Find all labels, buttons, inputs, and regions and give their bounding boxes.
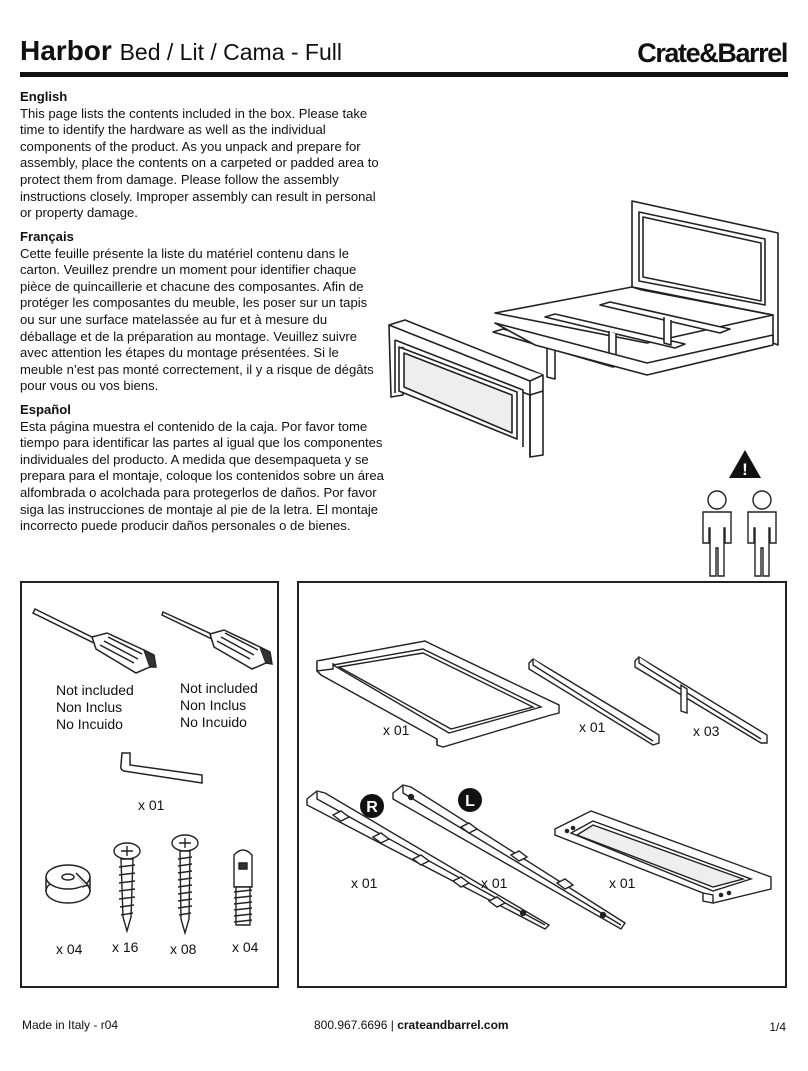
assembled-bed-illustration xyxy=(385,195,785,460)
tool-2-label xyxy=(180,680,258,731)
long-screw-qty: x 16 xyxy=(112,939,139,955)
spanish-section xyxy=(20,402,385,535)
long-screw-icon xyxy=(110,839,144,934)
flathead-screwdriver-icon xyxy=(162,607,292,667)
tool-2-line3: No Incuido xyxy=(180,714,247,730)
dowel-qty: x 04 xyxy=(232,939,259,955)
parts-box xyxy=(297,581,787,988)
tool-1-line1: Not included xyxy=(56,682,134,698)
phone-number: 800.967.6696 | xyxy=(314,1018,398,1032)
slat-qty: x 03 xyxy=(693,723,720,739)
header-rule xyxy=(20,72,788,77)
tool-2-line2: Non Inclus xyxy=(180,697,247,713)
product-subtitle: Bed / Lit / Cama - Full xyxy=(119,39,342,65)
dowel-bolt-icon xyxy=(228,847,258,932)
headboard-qty: x 01 xyxy=(609,875,636,891)
french-body: Cette feuille présente la liste du matériel contenu dans le carton. Veuillez prendre un moment pour identifier chaque pièce de quincaillerie et chacune des composantes. Afin de protéger les composantes du meuble, les poser sur un tapis ou sur une surface matelassée au fur et à mesure du déballage et de la préparation au montage. Veuillez suivre avec attention les étapes du montage présentées. Si le meuble n’est pas monté correctement, il y a risque de dégâts pour vous ou vos biens. xyxy=(20,245,374,394)
cam-lock-icon xyxy=(44,863,94,908)
left-rail-qty: x 01 xyxy=(481,875,508,891)
right-rail-qty: x 01 xyxy=(351,875,378,891)
english-section xyxy=(20,89,385,222)
website-link[interactable]: crateandbarrel.com xyxy=(397,1018,509,1032)
spanish-heading: Español xyxy=(20,402,71,417)
right-marker-badge xyxy=(359,793,385,819)
product-name: Harbor xyxy=(20,35,112,66)
french-section xyxy=(20,229,385,395)
page-title xyxy=(20,34,342,69)
warning-symbol: ! xyxy=(742,460,748,479)
page-number: 1/4 xyxy=(769,1020,786,1034)
footboard-qty: x 01 xyxy=(383,722,410,738)
center-rail-qty: x 01 xyxy=(579,719,606,735)
made-in-label: Made in Italy - r04 xyxy=(22,1018,119,1032)
hardware-box xyxy=(20,581,279,988)
french-heading: Français xyxy=(20,229,74,244)
headboard-panel-icon xyxy=(551,807,781,907)
left-marker-text: L xyxy=(465,793,475,810)
wood-screw-qty: x 08 xyxy=(170,941,197,957)
wood-screw-icon xyxy=(168,831,202,936)
allen-key-qty: x 01 xyxy=(138,797,165,813)
tool-1-label xyxy=(56,682,134,733)
tool-2-line1: Not included xyxy=(180,680,258,696)
allen-key-icon xyxy=(116,751,206,787)
tool-1-line2: Non Inclus xyxy=(56,699,123,715)
tool-1-line3: No Incuido xyxy=(56,716,123,732)
left-marker-badge xyxy=(457,787,483,813)
phillips-screwdriver-icon xyxy=(32,607,162,667)
contact-info xyxy=(314,1018,509,1032)
right-marker-text: R xyxy=(366,799,378,816)
warning-figures-graphic xyxy=(727,448,787,583)
english-heading: English xyxy=(20,89,68,104)
spanish-body: Esta página muestra el contenido de la caja. Por favor tome tiempo para identificar las partes al igual que los componentes individuales del producto. A medida que desempaqueta y se prepara para el montaje, coloque los contenidos sobre un área alfombrada o acolchada para protegerlos de daños. Por favor siga las instrucciones de montaje al pie de la letra. El montaje incorrecto puede producir daños personales o de bienes. xyxy=(20,418,384,534)
two-person-warning xyxy=(727,448,787,588)
english-body: This page lists the contents included in the box. Please take time to identify the hardware as well as the individual components of the product. As you unpack and prepare for assembly, place the contents on a carpeted or padded area to protect them from damage. Please follow the assembly instructions closely. Improper assembly can result in personal or property damage. xyxy=(20,105,379,221)
brand-logo: Crate&Barrel xyxy=(637,38,787,68)
two-persons-icon xyxy=(703,491,776,576)
cam-lock-qty: x 04 xyxy=(56,941,83,957)
footboard-frame-icon xyxy=(313,635,563,755)
